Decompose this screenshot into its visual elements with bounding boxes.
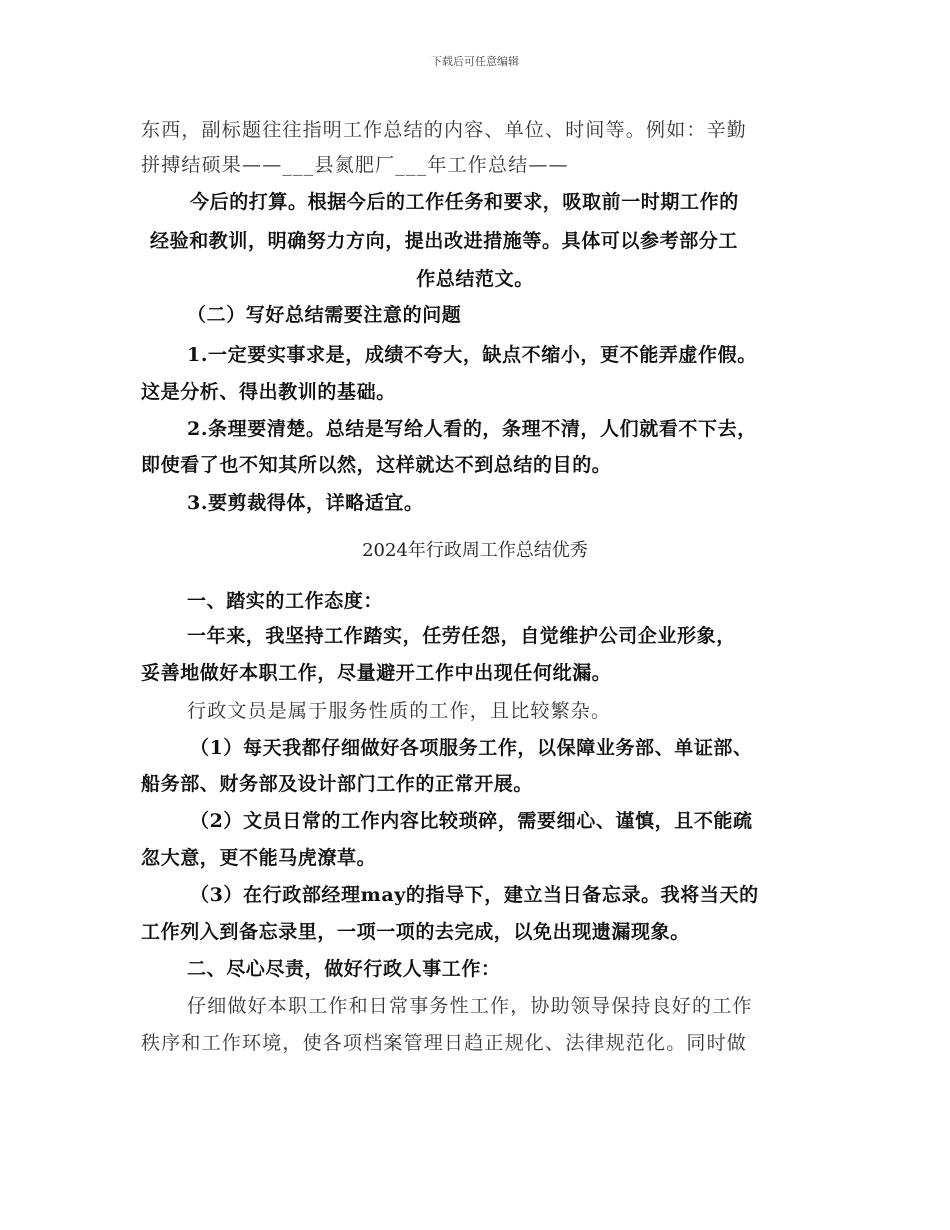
section-heading: 二、尽心尽责，做好行政人事工作： xyxy=(187,958,501,980)
document-title: 2024年行政周工作总结优秀 xyxy=(362,540,588,561)
text-line: 行政文员是属于服务性质的工作，且比较繁杂。 xyxy=(187,700,612,722)
text-line: 秩序和工作环境，使各项档案管理日趋正规化、法律规范化。同时做 xyxy=(141,1032,748,1054)
text-line: 1.一定要实事求是，成绩不夸大，缺点不缩小，更不能弄虚作假。 xyxy=(187,344,757,366)
text-line: （2）文员日常的工作内容比较琐碎，需要细心、谨慎，且不能疏 xyxy=(190,810,753,832)
text-line: 东西，副标题往往指明工作总结的内容、单位、时间等。例如：辛勤 xyxy=(141,119,748,141)
text-line: 今后的打算。根据今后的工作任务和要求，吸取前一时期工作的 xyxy=(190,191,739,213)
text-line: 妥善地做好本职工作，尽量避开工作中出现任何纰漏。 xyxy=(141,662,612,684)
section-heading: 一、踏实的工作态度： xyxy=(187,590,384,612)
text-line: （3）在行政部经理may的指导下，建立当日备忘录。我将当天的 xyxy=(190,884,759,906)
text-line: 3.要剪裁得体，详略适宜。 xyxy=(187,492,424,514)
page-header: 下载后可任意编辑 xyxy=(431,55,519,68)
text-line: 工作列入到备忘录里，一项一项的去完成，以免出现遗漏现象。 xyxy=(141,921,690,943)
text-line: 船务部、财务部及设计部门工作的正常开展。 xyxy=(141,773,534,795)
text-line: 经验和教训，明确努力方向，提出改进措施等。具体可以参考部分工 xyxy=(150,230,739,252)
text-line: 作总结范文。 xyxy=(416,268,534,290)
text-line: 这是分析、得出教训的基础。 xyxy=(141,381,396,403)
section-heading: （二）写好总结需要注意的问题 xyxy=(187,304,462,326)
text-line: 2.条理要清楚。总结是写给人看的，条理不清，人们就看不下去， xyxy=(187,418,757,440)
text-line: 即使看了也不知其所以然，这样就达不到总结的目的。 xyxy=(141,454,612,476)
text-line: 拼搏结硕果——___县氮肥厂___年工作总结—— xyxy=(141,154,569,176)
text-line: 一年来，我坚持工作踏实，任劳任怨，自觉维护公司企业形象， xyxy=(187,625,736,647)
text-line: 仔细做好本职工作和日常事务性工作，协助领导保持良好的工作 xyxy=(187,995,753,1017)
text-line: （1）每天我都仔细做好各项服务工作，以保障业务部、单证部、 xyxy=(190,737,753,759)
text-line: 忽大意，更不能马虎潦草。 xyxy=(141,847,377,869)
